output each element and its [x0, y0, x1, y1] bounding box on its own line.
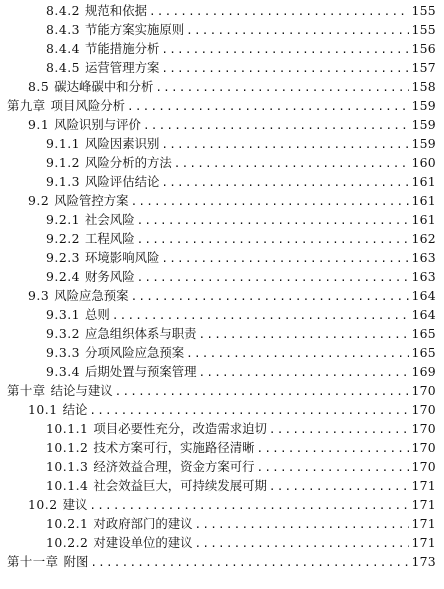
toc-entry-page: 170 [411, 421, 436, 436]
toc-entry-page: 158 [411, 79, 436, 94]
toc-entry-title: 对政府部门的建议 [93, 516, 193, 531]
toc-entry-page: 165 [411, 326, 436, 341]
toc-entry-chapter[interactable] [7, 381, 436, 400]
toc-entry[interactable] [46, 476, 436, 495]
toc-entry-page: 171 [411, 535, 436, 550]
toc-entry[interactable] [46, 343, 436, 362]
dot-leader [89, 401, 409, 420]
toc-entry-number: 8.4.3 [46, 22, 81, 37]
toc-entry[interactable] [46, 533, 436, 552]
dot-leader [137, 230, 410, 249]
toc-entry-number: 9.2.4 [46, 269, 81, 284]
dot-leader [269, 420, 410, 439]
dot-leader [112, 306, 410, 325]
toc-entry-number: 9.3.4 [46, 364, 81, 379]
toc-entry-number: 9.3.1 [46, 307, 81, 322]
toc-entry-title: 后期处置与预案管理 [85, 364, 197, 379]
toc-entry[interactable] [46, 134, 436, 153]
toc-entry-number: 第九章 [7, 98, 46, 113]
toc-entry-title: 结论与建议 [50, 383, 113, 398]
toc-entry[interactable] [28, 191, 436, 210]
dot-leader [186, 344, 409, 363]
toc-entry-number: 10.2.1 [46, 516, 89, 531]
toc-entry[interactable] [46, 172, 436, 191]
toc-entry-page: 171 [411, 516, 436, 531]
dot-leader [115, 382, 410, 401]
toc-entry-title: 分项风险应急预案 [85, 345, 185, 360]
toc-entry-title: 结论 [62, 402, 88, 417]
toc-entry[interactable] [46, 419, 436, 438]
toc-entry-title: 应急组织体系与职责 [85, 326, 197, 341]
toc-entry-title: 规范和依据 [85, 3, 147, 18]
toc-entry[interactable] [46, 1, 436, 20]
toc-entry-number: 8.4.4 [46, 41, 81, 56]
dot-leader [161, 173, 409, 192]
dot-leader [137, 211, 410, 230]
toc-entry-page: 170 [411, 440, 436, 455]
toc-entry[interactable] [46, 324, 436, 343]
toc-entry-page: 165 [411, 345, 436, 360]
toc-entry-title: 风险分析的方法 [85, 155, 172, 170]
toc-entry-number: 8.5 [28, 79, 50, 94]
toc-entry-title: 碳达峰碳中和分析 [54, 79, 154, 94]
dot-leader [161, 135, 409, 154]
toc-entry[interactable] [46, 362, 436, 381]
dot-leader [161, 59, 409, 78]
toc-entry-title: 风险评估结论 [85, 174, 160, 189]
toc-entry-page: 157 [411, 60, 436, 75]
toc-entry-title: 工程风险 [85, 231, 135, 246]
toc-entry[interactable] [46, 229, 436, 248]
toc-entry-page: 164 [411, 288, 436, 303]
toc-entry-number: 第十章 [7, 383, 46, 398]
toc-entry-title: 运营管理方案 [85, 60, 160, 75]
toc-entry-page: 163 [411, 250, 436, 265]
toc-entry-number: 9.2.2 [46, 231, 81, 246]
toc-entry-title: 项目风险分析 [50, 98, 126, 113]
toc-entry[interactable] [46, 305, 436, 324]
toc-entry-title: 财务风险 [85, 269, 135, 284]
toc-entry[interactable] [46, 210, 436, 229]
toc-entry-number: 8.4.2 [46, 3, 81, 18]
toc-entry[interactable] [28, 115, 436, 134]
dot-leader [149, 2, 409, 21]
dot-leader [131, 192, 410, 211]
dot-leader [127, 97, 409, 116]
toc-entry-page: 162 [411, 231, 436, 246]
toc-entry-number: 10.2.2 [46, 535, 89, 550]
toc-entry[interactable] [46, 58, 436, 77]
toc-entry[interactable] [28, 400, 436, 419]
toc-entry-title: 风险管控方案 [54, 193, 129, 208]
dot-leader [269, 477, 410, 496]
toc-entry-title: 对建设单位的建议 [93, 535, 193, 550]
toc-entry-number: 10.1.2 [46, 440, 89, 455]
toc-entry[interactable] [46, 438, 436, 457]
toc-entry[interactable] [28, 286, 436, 305]
dot-leader [90, 553, 409, 572]
dot-leader [89, 496, 409, 515]
toc-entry-page: 156 [411, 41, 436, 56]
toc-entry-page: 164 [411, 307, 436, 322]
toc-entry-title: 社会风险 [85, 212, 135, 227]
toc-entry-number: 第十一章 [7, 554, 59, 569]
toc-entry-number: 10.1.4 [46, 478, 89, 493]
dot-leader [199, 325, 410, 344]
dot-leader [186, 21, 409, 40]
toc-entry-page: 170 [411, 383, 436, 398]
toc-entry-title: 项目必要性充分，改造需求迫切 [93, 421, 267, 436]
dot-leader [257, 458, 410, 477]
toc-entry-title: 风险识别与评价 [54, 117, 141, 132]
toc-entry-number: 9.1 [28, 117, 50, 132]
toc-entry[interactable] [46, 20, 436, 39]
toc-entry-page: 159 [411, 117, 436, 132]
toc-entry-title: 总则 [85, 307, 110, 322]
dot-leader [137, 268, 410, 287]
toc-entry-page: 160 [411, 155, 436, 170]
toc-entry[interactable] [46, 248, 436, 267]
toc-entry-page: 155 [411, 22, 436, 37]
dot-leader [161, 40, 409, 59]
toc-entry-title: 技术方案可行，实施路径清晰 [93, 440, 255, 455]
toc-entry[interactable] [46, 39, 436, 58]
dot-leader [131, 287, 410, 306]
toc-entry-number: 10.1 [28, 402, 58, 417]
dot-leader [161, 249, 409, 268]
dot-leader [195, 534, 410, 553]
toc-entry-page: 159 [411, 98, 436, 113]
toc-entry-number: 9.1.2 [46, 155, 81, 170]
toc-entry-page: 161 [411, 174, 436, 189]
dot-leader [199, 363, 410, 382]
toc-entry-title: 附图 [63, 554, 89, 569]
toc-entry-title: 风险应急预案 [54, 288, 129, 303]
toc-entry-number: 9.2 [28, 193, 50, 208]
toc-entry-number: 9.1.3 [46, 174, 81, 189]
toc-entry-title: 节能措施分析 [85, 41, 160, 56]
toc-entry-title: 经济效益合理，资金方案可行 [93, 459, 255, 474]
toc-entry[interactable] [46, 267, 436, 286]
toc-entry-title: 环境影响风险 [85, 250, 160, 265]
toc-entry-page: 161 [411, 193, 436, 208]
toc-entry-chapter[interactable] [7, 96, 436, 115]
toc-entry[interactable] [46, 153, 436, 172]
dot-leader [195, 515, 410, 534]
dot-leader [143, 116, 409, 135]
toc-entry-number: 8.4.5 [46, 60, 81, 75]
toc-entry-page: 159 [411, 136, 436, 151]
dot-leader [257, 439, 410, 458]
toc-entry-title: 风险因素识别 [85, 136, 160, 151]
toc-entry-title: 建议 [62, 497, 88, 512]
toc-entry-page: 170 [411, 459, 436, 474]
toc-entry[interactable] [28, 495, 436, 514]
toc-entry-number: 9.2.1 [46, 212, 81, 227]
toc-entry-number: 9.2.3 [46, 250, 81, 265]
toc-entry-number: 10.1.3 [46, 459, 89, 474]
toc-entry-number: 9.3.3 [46, 345, 81, 360]
dot-leader [174, 154, 410, 173]
toc-entry-number: 10.2 [28, 497, 58, 512]
toc-entry-page: 155 [411, 3, 436, 18]
toc-entry-number: 10.1.1 [46, 421, 89, 436]
toc-entry-chapter[interactable] [7, 552, 436, 571]
toc-entry-page: 169 [411, 364, 436, 379]
toc-entry-number: 9.3.2 [46, 326, 81, 341]
dot-leader [155, 78, 409, 97]
toc-entry-page: 173 [411, 554, 436, 569]
toc-entry[interactable] [46, 514, 436, 533]
toc-entry[interactable] [46, 457, 436, 476]
toc-entry-page: 171 [411, 478, 436, 493]
toc-entry[interactable] [28, 77, 436, 96]
toc-entry-page: 163 [411, 269, 436, 284]
toc-entry-number: 9.1.1 [46, 136, 81, 151]
toc-entry-page: 171 [411, 497, 436, 512]
toc-entry-title: 节能方案实施原则 [85, 22, 185, 37]
toc-entry-number: 9.3 [28, 288, 50, 303]
toc-entry-title: 社会效益巨大，可持续发展可期 [93, 478, 267, 493]
toc-entry-page: 170 [411, 402, 436, 417]
toc-entry-page: 161 [411, 212, 436, 227]
